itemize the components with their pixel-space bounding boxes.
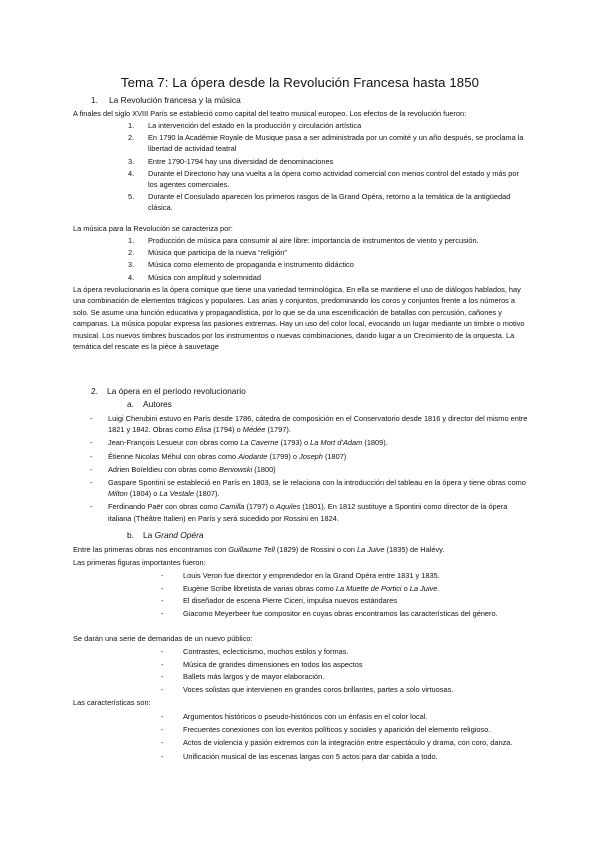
section-1-number: 1. — [91, 95, 98, 105]
list-item: 3. Entre 1790-1794 hay una diversidad de denominaciones — [128, 156, 334, 166]
list-item: - Ferdinando Paër con obras como Camilla (1797) o Aquiles (1801). En 1812 sustituye a Spontini como director de la ópera italiana (Théâtre Italien) en París y será sucedido por Rossini en 1824. — [90, 502, 508, 523]
list-item: 1. La intervención del estado en la producción y circulación artística — [128, 121, 362, 130]
subsection-b-letter: b. — [127, 530, 134, 540]
subsection-a-title: Autores — [143, 399, 172, 409]
list-item: - Voces solistas que intervienen en grandes coros brillantes, partes a solo virtuosas. — [161, 685, 454, 695]
list-item: 5. Durante el Consulado aparecen los primeros rasgos de la Grand Opéra, retorno a la temática de la antigüedad clásica. — [128, 192, 511, 213]
music-traits-list — [128, 235, 528, 283]
music-intro: La música para la Revolución se caracteriza por: — [73, 224, 233, 233]
list-item: - Unificación musical de las escenas largas con 5 actos para dar cabida a todo. — [161, 751, 438, 761]
list-item: 1. Producción de música para consumir al aire libre: importancia de instrumentos de viento y percusión. — [128, 236, 479, 245]
list-item: - Contrastes, eclecticismo, muchos estilos y formas. — [161, 647, 349, 656]
traits-list — [161, 711, 521, 762]
figures-list — [161, 570, 521, 619]
list-item: 4. Durante el Directorio hay una vuelta a la ópera como actividad comercial con menos control del estado y más por los agentes comerciales. — [128, 168, 519, 190]
list-item: - Jean-François Lesueur con obras como La Caverne (1793) o La Mort d’Adam (1809). — [90, 438, 388, 448]
list-item: - Actos de violencia y pasión extremos con la integración entre espectáculo y drama, con coro, danza. — [161, 738, 513, 748]
section-2-heading — [91, 386, 246, 397]
effects-list — [128, 120, 528, 214]
demands-list — [161, 646, 521, 695]
list-item: 2. Música que participa de la nueva “religión” — [128, 248, 287, 258]
list-item: 4. Música con amplitud y solemnidad — [128, 272, 261, 282]
list-item: - Música de grandes dimensiones en todos los aspectos — [161, 659, 363, 669]
subsection-a-letter: a. — [127, 399, 134, 409]
opera-comique-paragraph: La ópera revolucionaria es la ópera comique que tiene una variedad terminológica. En ella se mantiene el uso de diálogos hablados, hay una combinación de elementos trágicos y populares. Las arias y conjuntos, predominando los coros y conjuntos frente a los números a solo. Se asume una función educativa y propagandística, por lo que se da una escenificación de batallas con percusión, cañones y campanas. La música popular expresa las pasiones extremas. Hay un uso del color local, evocando un lugar mediante un timbre o motivo musical. Los nuevos timbres buscados por los instrumentos o nuevas combinaciones, dando lugar a un Crecimiento de la orquesta. La temática del rescate es la pièce à sauvetage — [73, 285, 525, 352]
list-item: - Ballets más largos y de mayor elaboración. — [161, 672, 325, 682]
list-item: - Louis Veron fue director y emprendedor en la Grand Opéra entre 1831 y 1835. — [161, 571, 440, 580]
demands-intro: Se darán una serie de demandas de un nuevo público: — [73, 634, 253, 643]
list-item: 3. Música como elemento de propaganda e instrumento didáctico — [128, 260, 354, 270]
authors-list — [90, 413, 530, 524]
list-item: - Adrien Boïeldieu con obras como Beniowski (1800) — [90, 464, 276, 474]
list-item: 2. En 1790 la Académie Royale de Musique pasa a ser administrada por un comité y un año después, se proclama la libertad de actividad teatral — [128, 133, 524, 154]
section-1-heading — [91, 95, 241, 106]
subsection-b-heading — [127, 530, 204, 541]
list-item: - Eugène Scribe libretista de varias obras como La Muette de Portici o La Juive. — [161, 583, 440, 593]
list-item: - El diseñador de escena Pierre Ciceri, impulsa nuevos estándares — [161, 596, 398, 606]
section-2-title: La ópera en el período revolucionario — [107, 386, 246, 396]
traits-intro: Las características son: — [73, 698, 151, 707]
list-item: - Giacomo Meyerbeer fue compositor en cuyas obras encontramos las características del género. — [161, 609, 498, 619]
subsection-a-heading — [127, 399, 172, 410]
section-2-number: 2. — [91, 386, 98, 396]
list-item: - Frecuentes conexiones con los eventos políticos y sociales y aparición del elemento religioso. — [161, 725, 491, 735]
first-works-line: Entre las primeras obras nos encontramos con Guillaume Tell (1829) de Rossini o con La Juive (1835) de Halévy. — [73, 545, 445, 554]
list-item: - Gaspare Spontini se estableció en París en 1803, se le relaciona con la introducción del tableau en la ópera y tiene obras como Milton (1804) o La Vestale (1807). — [90, 478, 526, 499]
list-item: - Argumentos históricos o pseudo-históricos con un énfasis en el color local. — [161, 712, 428, 721]
section-1-title: La Revolución francesa y la música — [109, 95, 241, 105]
page-title: Tema 7: La ópera desde la Revolución Francesa hasta 1850 — [120, 75, 480, 90]
list-item: - Luigi Cherubini estuvo en París desde 1786, cátedra de composición en el Conservatorio desde 1816 y director del mismo entre 1821 y 1842. Obras como Elisa (1794) o Médée (1797). — [90, 414, 528, 435]
subsection-b-title: La Grand Opéra — [143, 530, 204, 540]
list-item: - Étienne Nicolas Méhul con obras como Aiodante (1799) o Joseph (1807) — [90, 451, 347, 461]
section-1-intro: A finales del siglo XVIII París se estableció como capital del teatro musical europeo. Los efectos de la revolución fueron: — [73, 109, 467, 118]
figures-intro: Las primeras figuras importantes fueron: — [73, 558, 206, 567]
